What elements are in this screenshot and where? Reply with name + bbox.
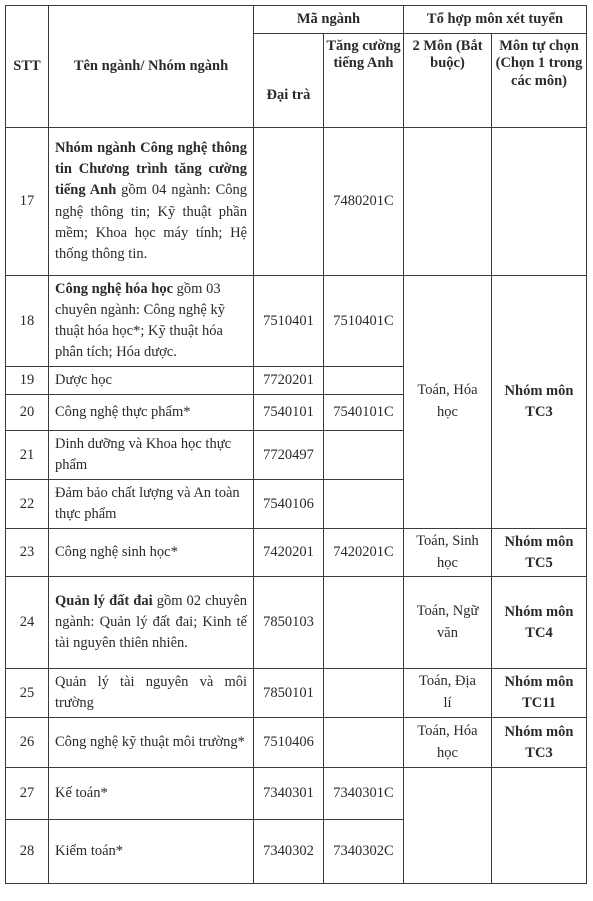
row-name <box>49 577 254 669</box>
row-name-bold: Nhóm ngành Công nghệ thông tin Chương trình tăng cường tiếng Anh <box>55 140 247 199</box>
header-to-hop: Tổ hợp môn xét tuyển <box>404 6 587 34</box>
row-stt: 17 <box>6 128 49 276</box>
row-stt: 23 <box>6 529 49 577</box>
row-name-rest: Kế toán* <box>55 785 108 802</box>
row-hai-mon-empty <box>404 128 492 276</box>
row-name-rest: Quản lý tài nguyên và môi trường <box>55 674 247 712</box>
row-stt: 21 <box>6 431 49 480</box>
row-name-rest: gồm 04 ngành: Công nghệ thông tin; Kỹ thuật phần mềm; Khoa học máy tính; Hệ thống thông tin. <box>55 182 247 262</box>
row-dai-tra: 7510401 <box>254 276 324 367</box>
row-name-rest: Công nghệ sinh học* <box>55 544 178 561</box>
group-hai-mon: Toán, Sinh học <box>404 529 492 577</box>
row-tang-cuong <box>324 669 404 718</box>
row-tang-cuong <box>324 431 404 480</box>
row-stt: 20 <box>6 395 49 431</box>
row-name <box>49 431 254 480</box>
row-name <box>49 820 254 884</box>
row-dai-tra: 7850101 <box>254 669 324 718</box>
row-stt: 19 <box>6 367 49 395</box>
row-stt: 24 <box>6 577 49 669</box>
row-stt: 22 <box>6 480 49 529</box>
group-hai-mon: Toán, Hóa học <box>404 276 492 529</box>
table-row <box>6 577 587 669</box>
row-dai-tra: 7540106 <box>254 480 324 529</box>
group-tu-chon: Nhóm môn TC4 <box>492 577 587 669</box>
row-tang-cuong: 7510401C <box>324 276 404 367</box>
row-stt: 28 <box>6 820 49 884</box>
row-stt: 18 <box>6 276 49 367</box>
row-hai-mon-empty <box>404 768 492 884</box>
row-name <box>49 367 254 395</box>
row-name-rest: Dược học <box>55 372 112 389</box>
header-name: Tên ngành/ Nhóm ngành <box>49 6 254 128</box>
row-tang-cuong <box>324 367 404 395</box>
row-name <box>49 669 254 718</box>
row-tang-cuong <box>324 480 404 529</box>
row-tang-cuong: 7420201C <box>324 529 404 577</box>
group-tu-chon: Nhóm môn TC3 <box>492 718 587 768</box>
header-mon-tu-chon: Môn tự chọn (Chọn 1 trong các môn) <box>492 34 587 128</box>
row-tu-chon-empty <box>492 768 587 884</box>
row-name <box>49 768 254 820</box>
row-name-rest: Dinh dưỡng và Khoa học thực phẩm <box>55 436 232 474</box>
row-tu-chon-empty <box>492 128 587 276</box>
group-hai-mon: Toán, Địa lí <box>404 669 492 718</box>
row-tang-cuong <box>324 577 404 669</box>
group-tu-chon: Nhóm môn TC5 <box>492 529 587 577</box>
row-dai-tra: 7540101 <box>254 395 324 431</box>
row-tang-cuong <box>324 718 404 768</box>
row-dai-tra: 7340301 <box>254 768 324 820</box>
row-stt: 27 <box>6 768 49 820</box>
group-tu-chon: Nhóm môn TC11 <box>492 669 587 718</box>
row-dai-tra: 7720497 <box>254 431 324 480</box>
table-row <box>6 128 587 276</box>
row-name-bold: Công nghệ hóa học <box>55 281 174 297</box>
row-name <box>49 480 254 529</box>
row-stt: 26 <box>6 718 49 768</box>
row-name <box>49 529 254 577</box>
row-dai-tra: 7420201 <box>254 529 324 577</box>
header-dai-tra: Đại trà <box>254 34 324 128</box>
row-name-rest: Công nghệ thực phẩm* <box>55 404 191 421</box>
row-name-rest: Kiểm toán* <box>55 843 124 860</box>
group-hai-mon: Toán, Hóa học <box>404 718 492 768</box>
row-dai-tra: 7720201 <box>254 367 324 395</box>
row-name <box>49 128 254 276</box>
row-name-bold: Quản lý đất đai <box>55 593 153 610</box>
row-dai-tra <box>254 128 324 276</box>
header-ma-nganh: Mã ngành <box>254 6 404 34</box>
row-tang-cuong: 7540101C <box>324 395 404 431</box>
header-stt: STT <box>6 6 49 128</box>
table-row <box>6 768 587 820</box>
row-tang-cuong: 7340301C <box>324 768 404 820</box>
row-name <box>49 718 254 768</box>
group-hai-mon: Toán, Ngữ văn <box>404 577 492 669</box>
row-stt: 25 <box>6 669 49 718</box>
table-row <box>6 669 587 718</box>
admission-table <box>5 5 587 884</box>
table-row <box>6 276 587 367</box>
row-tang-cuong: 7480201C <box>324 128 404 276</box>
table-row <box>6 529 587 577</box>
group-tu-chon: Nhóm môn TC3 <box>492 276 587 529</box>
row-name <box>49 395 254 431</box>
row-dai-tra: 7850103 <box>254 577 324 669</box>
header-tang-cuong: Tăng cường tiếng Anh <box>324 34 404 128</box>
row-name-rest: Công nghệ kỹ thuật môi trường* <box>55 734 245 751</box>
row-name-rest: gồm 03 chuyên ngành: Công nghệ kỹ thuật hóa học*; Kỹ thuật hóa phân tích; Hóa dược. <box>55 281 225 361</box>
row-tang-cuong: 7340302C <box>324 820 404 884</box>
header-hai-mon: 2 Môn (Bắt buộc) <box>404 34 492 128</box>
row-name-rest: gồm 02 chuyên ngành: Quản lý đất đai; Kinh tế tài nguyên thiên nhiên. <box>55 593 248 652</box>
row-dai-tra: 7340302 <box>254 820 324 884</box>
row-name-rest: Đảm bảo chất lượng và An toàn thực phẩm <box>55 485 240 523</box>
table-row <box>6 718 587 768</box>
row-dai-tra: 7510406 <box>254 718 324 768</box>
row-name <box>49 276 254 367</box>
